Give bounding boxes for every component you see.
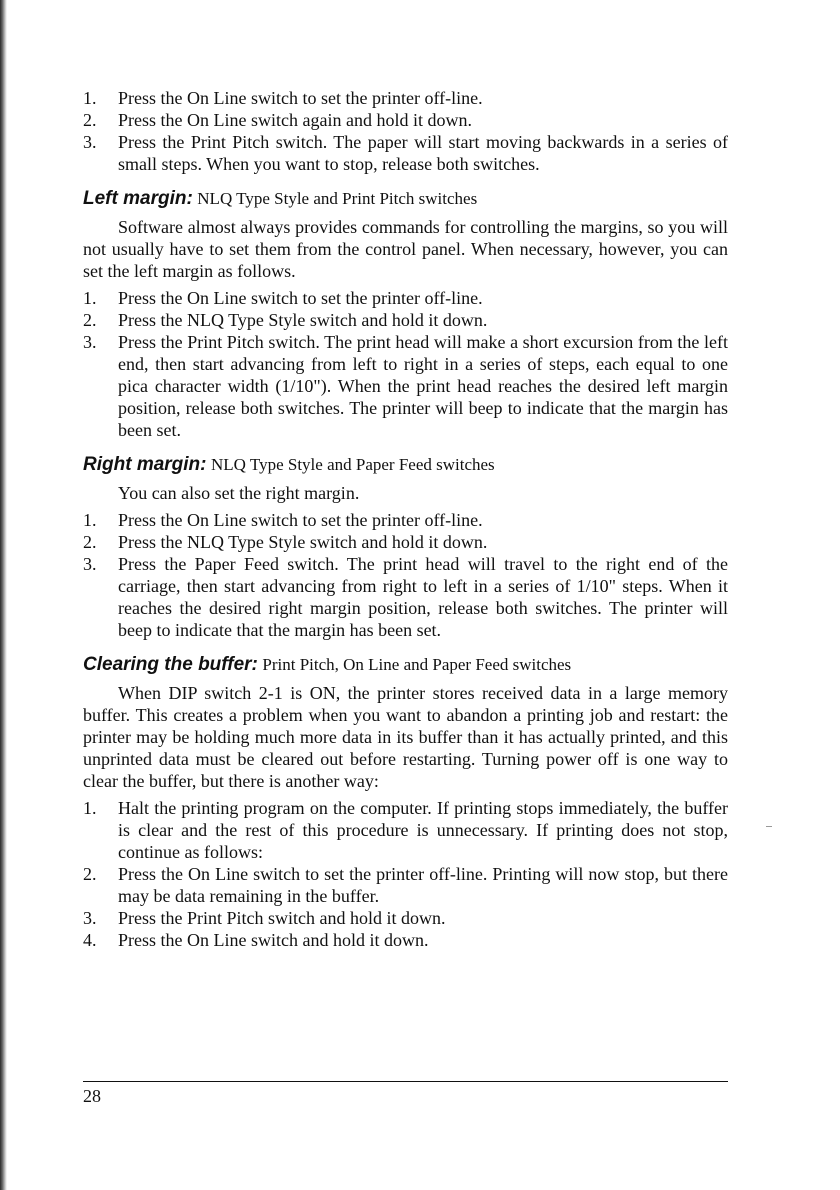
left-margin-section	[83, 187, 728, 441]
step-text: Press the Print Pitch switch and hold it down.	[118, 908, 446, 928]
list-item	[83, 907, 728, 929]
step-number: 3.	[83, 908, 97, 928]
list-item	[83, 553, 728, 641]
page-content	[83, 87, 728, 951]
step-number: 3.	[83, 332, 97, 352]
step-text: Press the On Line switch and hold it down.	[118, 930, 429, 950]
step-number: 3.	[83, 132, 97, 152]
right-margin-steps	[83, 509, 728, 641]
left-margin-heading	[83, 187, 728, 210]
clearing-buffer-intro: When DIP switch 2-1 is ON, the printer stores received data in a large memory buffer. This creates a problem when you want to abandon a printing job and restart: the printer may be holding much more data in its buffer than it has actually printed, and this unprinted data must be cleared out before restarting. Turning power off is one way to clear the buffer, but there is another way:	[83, 683, 728, 791]
step-text: Press the On Line switch to set the printer off-line.	[118, 288, 483, 308]
step-text: Halt the printing program on the computer. If printing stops immediately, the buffer is clear and the rest of this procedure is unnecessary. If printing does not stop, continue as follows:	[118, 798, 728, 862]
list-item	[83, 509, 728, 531]
step-number: 1.	[83, 510, 97, 530]
step-number: 4.	[83, 930, 97, 950]
list-item	[83, 87, 728, 109]
step-number: 2.	[83, 110, 97, 130]
step-text: Press the On Line switch to set the printer off-line.	[118, 88, 483, 108]
right-margin-section	[83, 453, 728, 641]
step-number: 1.	[83, 288, 97, 308]
left-margin-title: Left margin:	[83, 188, 193, 209]
left-margin-switches: NLQ Type Style and Print Pitch switches	[197, 189, 478, 208]
right-margin-intro: You can also set the right margin.	[118, 483, 360, 503]
step-text: Press the Paper Feed switch. The print head will travel to the right end of the carriage, then start advancing from right to left in a series of 1/10" steps. When it reaches the desired right margin position, release both switches. The printer will beep to indicate that the margin has been set.	[118, 554, 728, 640]
clearing-buffer-section	[83, 653, 728, 951]
step-text: Press the On Line switch to set the printer off-line. Printing will now stop, but there may be data remaining in the buffer.	[118, 864, 728, 906]
list-item	[83, 109, 728, 131]
left-margin-intro: Software almost always provides commands for controlling the margins, so you will not usually have to set them from the control panel. When necessary, however, you can set the left margin as follows.	[83, 217, 728, 281]
step-number: 3.	[83, 554, 97, 574]
step-text: Press the On Line switch to set the printer off-line.	[118, 510, 483, 530]
step-number: 2.	[83, 864, 97, 884]
footer-rule	[83, 1081, 728, 1082]
clearing-buffer-heading	[83, 653, 728, 676]
step-text: Press the On Line switch again and hold it down.	[118, 110, 472, 130]
left-margin-steps	[83, 287, 728, 441]
step-number: 1.	[83, 88, 97, 108]
page-number: 28	[83, 1086, 101, 1106]
intro-steps	[83, 87, 728, 175]
right-margin-switches: NLQ Type Style and Paper Feed switches	[211, 455, 495, 474]
clearing-buffer-steps	[83, 797, 728, 951]
step-number: 2.	[83, 532, 97, 552]
list-item	[83, 797, 728, 863]
list-item	[83, 131, 728, 175]
step-text: Press the NLQ Type Style switch and hold it down.	[118, 310, 488, 330]
right-margin-title: Right margin:	[83, 454, 207, 475]
clearing-buffer-title: Clearing the buffer:	[83, 654, 258, 675]
step-text: Press the Print Pitch switch. The paper will start moving backwards in a series of small steps. When you want to stop, release both switches.	[118, 132, 728, 174]
list-item	[83, 863, 728, 907]
step-number: 1.	[83, 798, 97, 818]
right-margin-heading	[83, 453, 728, 476]
list-item	[83, 309, 728, 331]
list-item	[83, 929, 728, 951]
list-item	[83, 531, 728, 553]
scan-speck	[766, 826, 772, 827]
step-text: Press the Print Pitch switch. The print head will make a short excursion from the left end, then start advancing from left to right in a series of steps, each equal to one pica character width (1/10"). When the print head reaches the desired left margin position, release both switches. The printer will beep to indicate that the margin has been set.	[118, 332, 728, 440]
scan-edge	[0, 0, 7, 1190]
clearing-buffer-switches: Print Pitch, On Line and Paper Feed switches	[262, 655, 572, 674]
list-item	[83, 287, 728, 309]
list-item	[83, 331, 728, 441]
step-text: Press the NLQ Type Style switch and hold it down.	[118, 532, 488, 552]
step-number: 2.	[83, 310, 97, 330]
